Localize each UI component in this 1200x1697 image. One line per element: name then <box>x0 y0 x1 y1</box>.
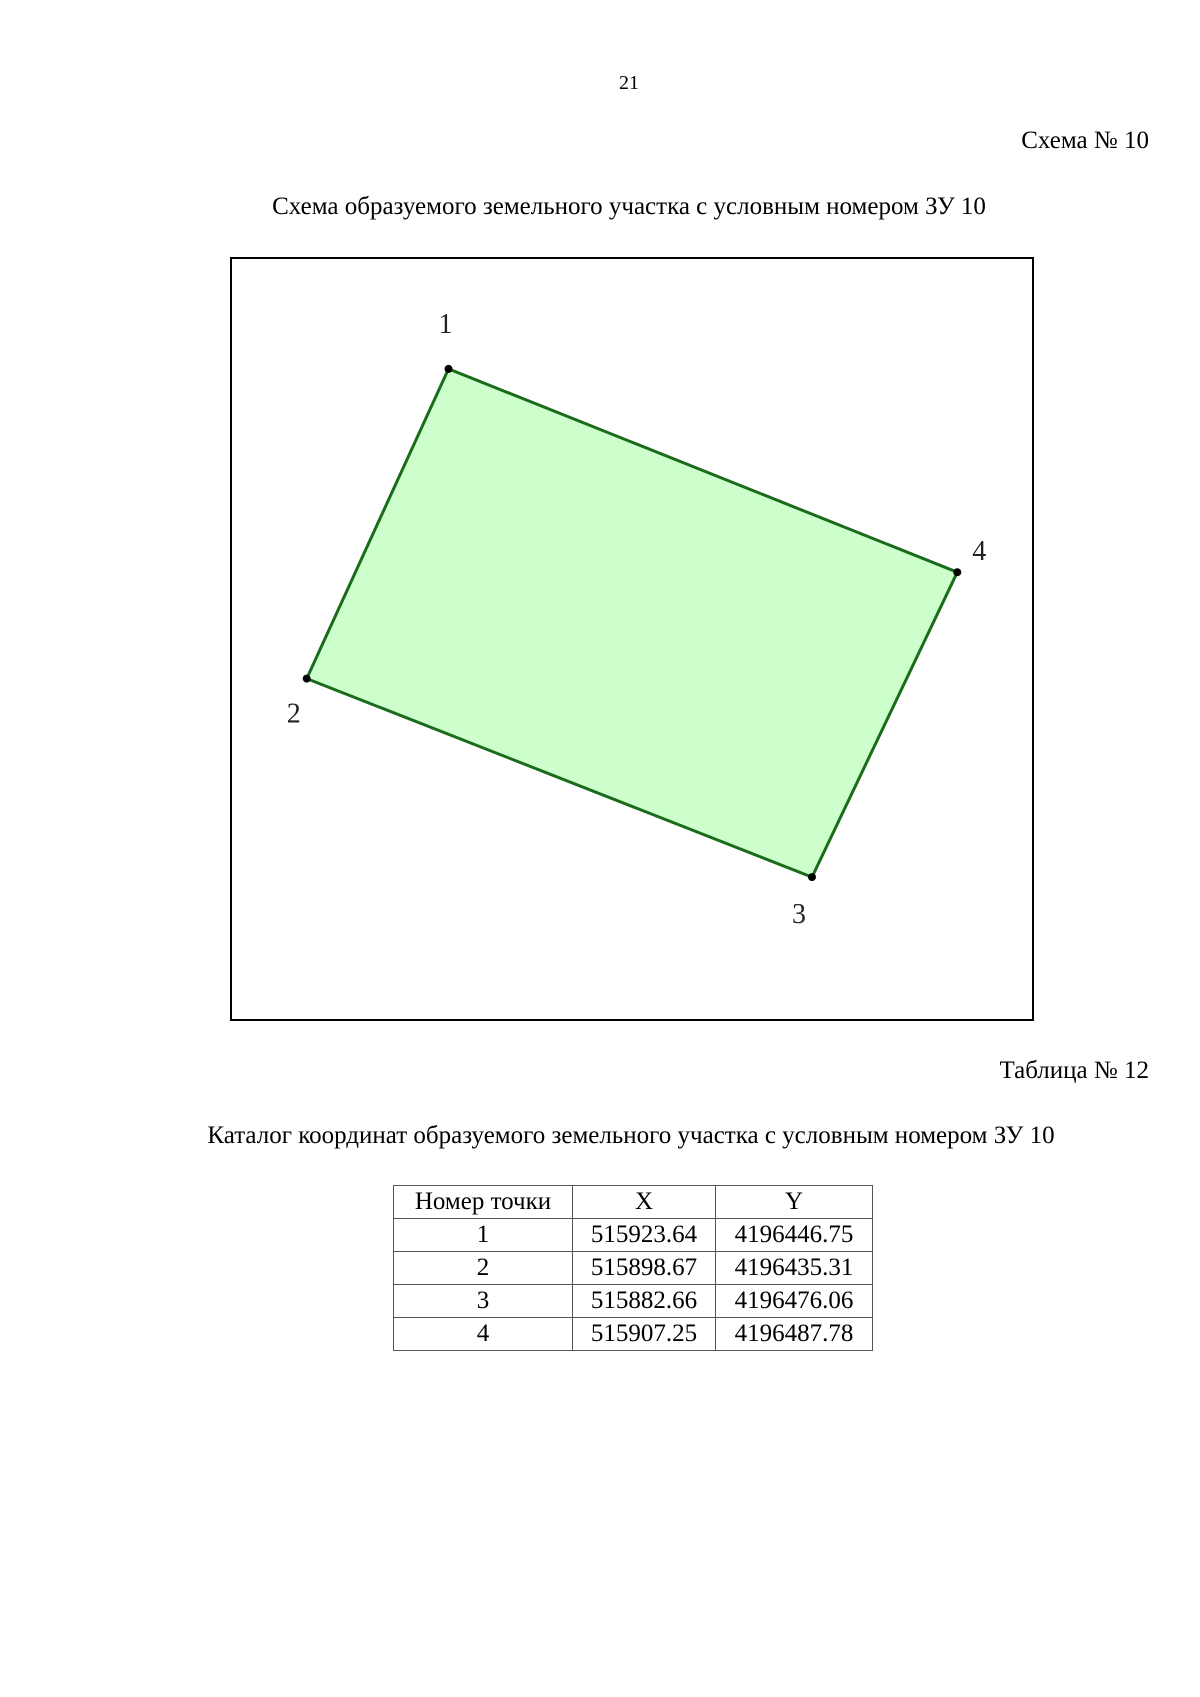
page-number: 21 <box>619 72 639 94</box>
cell-y: 4196476.06 <box>716 1285 873 1318</box>
table-header-row <box>394 1186 873 1219</box>
scheme-title: Схема образуемого земельного участка с условным номером ЗУ 10 <box>272 193 986 220</box>
parcel-vertex-label: 1 <box>438 308 453 340</box>
parcel-vertex-marker <box>808 873 816 881</box>
parcel-vertex-label: 2 <box>286 698 301 730</box>
cell-y: 4196435.31 <box>716 1252 873 1285</box>
cell-point-number: 2 <box>394 1252 573 1285</box>
cell-x: 515907.25 <box>573 1318 716 1351</box>
table-row <box>394 1252 873 1285</box>
cell-x: 515898.67 <box>573 1252 716 1285</box>
coordinates-table <box>393 1185 873 1351</box>
parcel-vertex-label: 4 <box>972 536 987 568</box>
cell-y: 4196446.75 <box>716 1219 873 1252</box>
cell-point-number: 3 <box>394 1285 573 1318</box>
parcel-scheme <box>232 259 1032 1019</box>
parcel-vertex-marker <box>445 365 453 373</box>
header-x: X <box>573 1186 716 1219</box>
table-row <box>394 1285 873 1318</box>
parcel-vertex-label: 3 <box>792 899 806 931</box>
cell-point-number: 4 <box>394 1318 573 1351</box>
scheme-frame <box>230 257 1034 1021</box>
table-row <box>394 1318 873 1351</box>
scheme-label: Схема № 10 <box>1021 127 1149 154</box>
table-label: Таблица № 12 <box>999 1057 1149 1084</box>
parcel-polygon <box>307 369 958 877</box>
cell-point-number: 1 <box>394 1219 573 1252</box>
parcel-vertex-marker <box>953 568 961 576</box>
table-row <box>394 1219 873 1252</box>
header-point-number: Номер точки <box>394 1186 573 1219</box>
table-title: Каталог координат образуемого земельного участка с условным номером ЗУ 10 <box>207 1122 1055 1149</box>
parcel-vertex-marker <box>303 675 311 683</box>
cell-y: 4196487.78 <box>716 1318 873 1351</box>
header-y: Y <box>716 1186 873 1219</box>
cell-x: 515882.66 <box>573 1285 716 1318</box>
cell-x: 515923.64 <box>573 1219 716 1252</box>
